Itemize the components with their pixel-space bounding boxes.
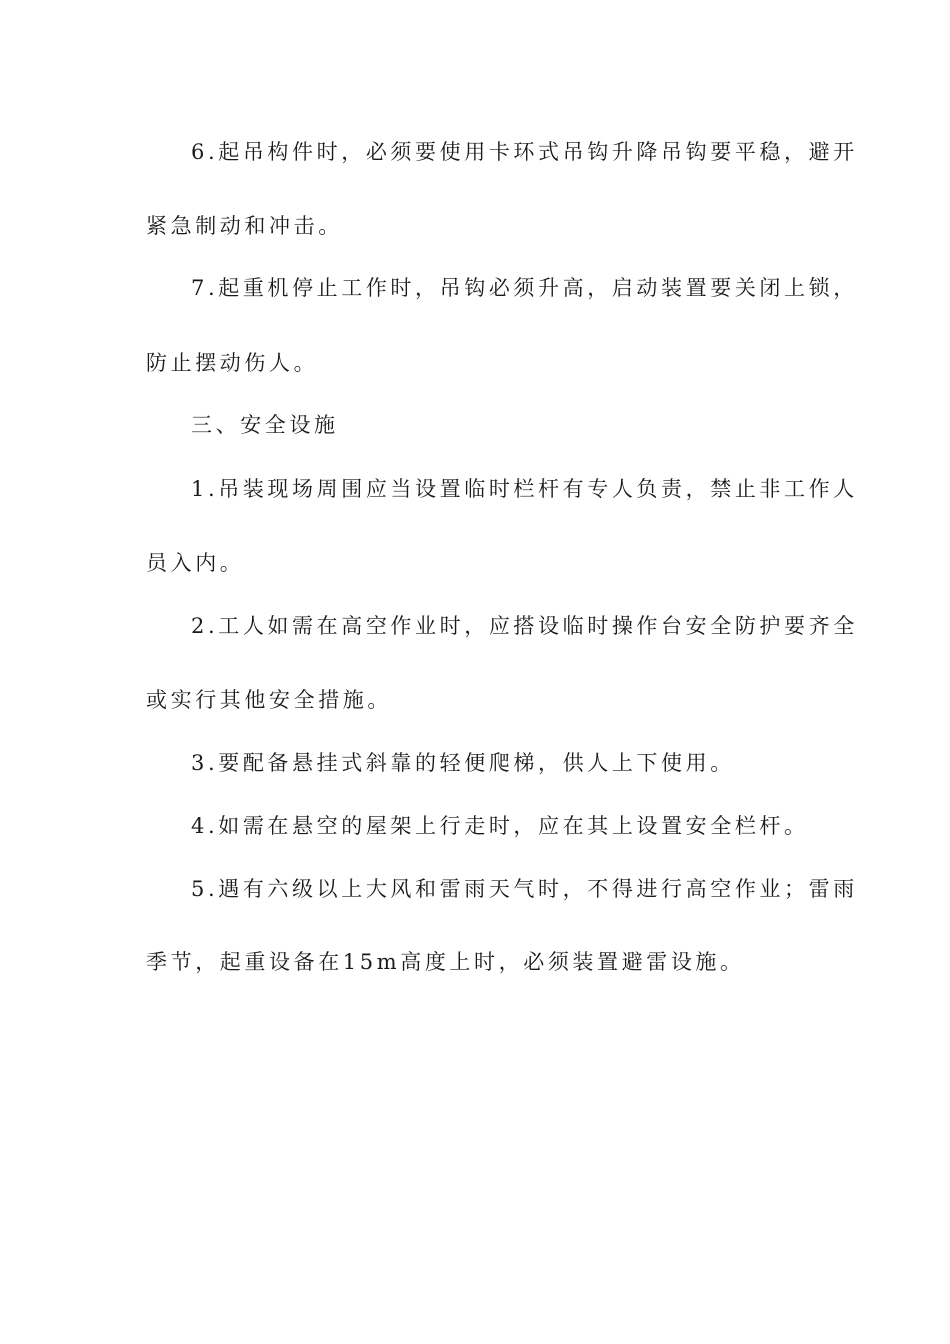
paragraph-line: 3.要配备悬挂式斜靠的轻便爬梯，供人上下使用。 bbox=[191, 751, 735, 775]
paragraph-line: 紧急制动和冲击。 bbox=[146, 214, 343, 238]
paragraph-line: 5.遇有六级以上大风和雷雨天气时，不得进行高空作业；雷雨 bbox=[191, 877, 858, 901]
paragraph-line: 4.如需在悬空的屋架上行走时，应在其上设置安全栏杆。 bbox=[191, 814, 809, 838]
paragraph-line: 6.起吊构件时，必须要使用卡环式吊钩升降吊钩要平稳，避开 bbox=[191, 140, 858, 164]
paragraph-line: 员入内。 bbox=[146, 551, 245, 575]
paragraph-line: 2.工人如需在高空作业时，应搭设临时操作台安全防护要齐全 bbox=[191, 614, 858, 638]
paragraph-line: 或实行其他安全措施。 bbox=[146, 688, 392, 712]
paragraph-line: 季节，起重设备在15m高度上时，必须装置避雷设施。 bbox=[146, 950, 745, 974]
paragraph-line: 7.起重机停止工作时，吊钩必须升高，启动装置要关闭上锁， bbox=[191, 276, 858, 300]
section-heading: 三、安全设施 bbox=[191, 413, 339, 437]
paragraph-line: 防止摆动伤人。 bbox=[146, 351, 319, 375]
paragraph-line: 1.吊装现场周围应当设置临时栏杆有专人负责，禁止非工作人 bbox=[191, 477, 858, 501]
